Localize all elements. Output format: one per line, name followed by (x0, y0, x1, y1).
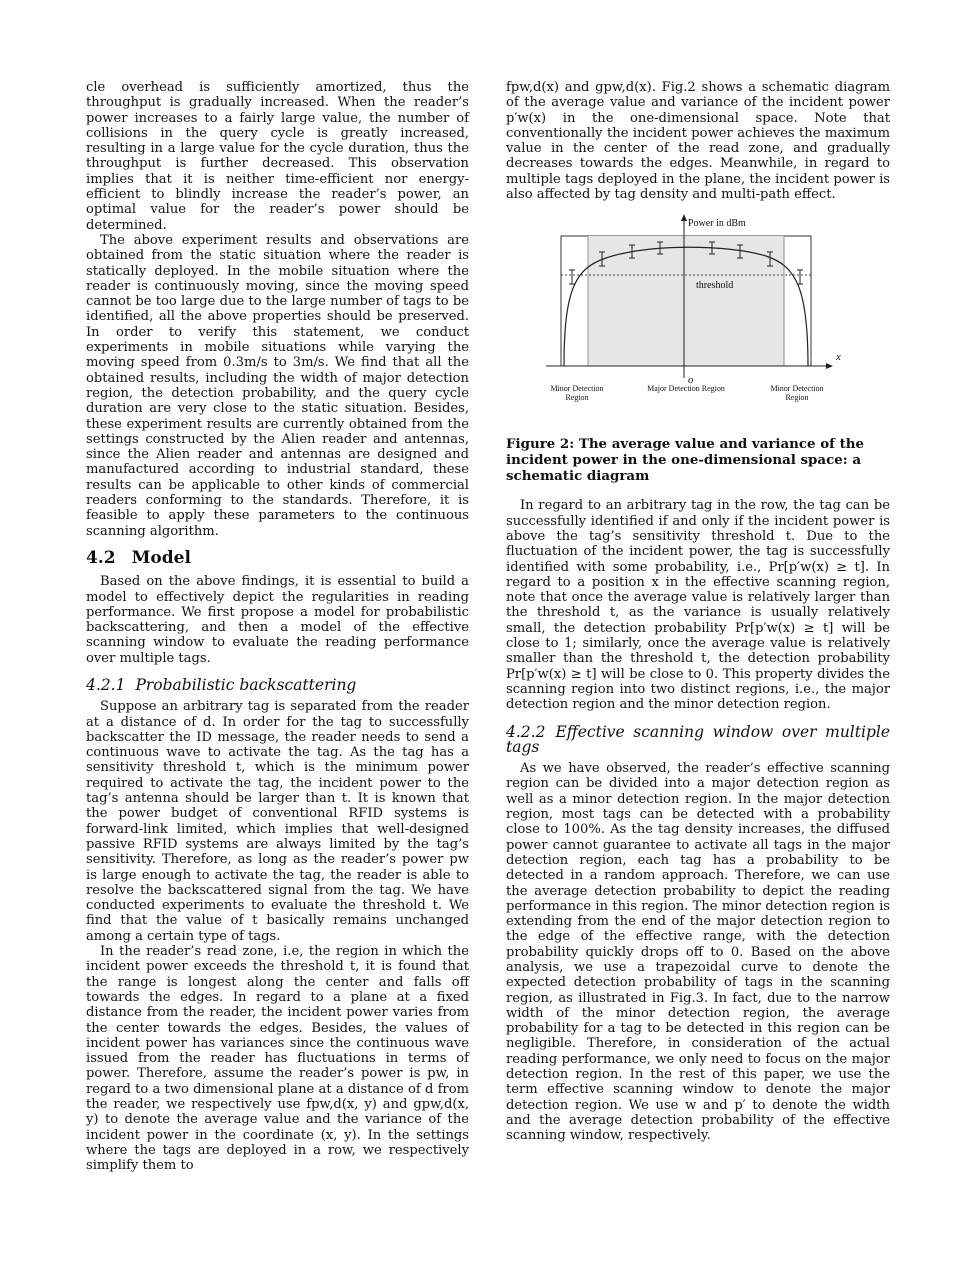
subsection-title: Probabilistic backscattering (135, 675, 357, 694)
left-column (86, 80, 469, 1173)
origin-label: o (688, 374, 694, 387)
x-axis-arrow (826, 363, 833, 369)
region-label-left: Minor Detection Region (550, 384, 604, 403)
section-title: Model (131, 547, 191, 568)
section-number: 4.2 (86, 547, 116, 568)
figure-caption: Figure 2: The average value and variance of the incident power in the one-dimensional space: a schematic diagram (506, 436, 865, 485)
threshold-label: threshold (696, 280, 734, 292)
subsection-heading (86, 675, 469, 694)
paragraph: Based on the above findings, it is essential to build a model to effectively depict the regularities in reading performance. We first propose a model for probabilistic backscattering, and then a model of the effective scanning window to evaluate the reading performance over multiple tags. (86, 574, 469, 666)
section-heading (86, 547, 469, 568)
subsection-number: 4.2.2 (506, 722, 546, 741)
right-column (506, 80, 890, 1144)
paragraph: cle overhead is sufficiently amortized, thus the throughput is gradually increased. When the reader’s power increases to a fairly large value, the number of collisions in the query cycle is greatly increased, resulting in a large value for the cycle duration, thus the throughput is further decreased. This observation implies that it is neither time-efficient nor energy-efficient to blindly increase the reader’s power, an optimal value for the reader’s power should be determined. (86, 80, 469, 233)
paragraph: As we have observed, the reader’s effective scanning region can be divided into a major detection region as well as a minor detection region. In the major detection region, most tags can be detected with a probability close to 100%. As the tag density increases, the diffused power cannot guarantee to activate all tags in the major detection region, each tag has a probability to be detected in a random approach. Therefore, we can use the average detection probability to depict the reading performance in this region. The minor detection region is extending from the end of the major detection region to the edge of the effective range, with the detection probability quickly drops off to 0. Based on the above analysis, we use a trapezoidal curve to denote the expected detection probability of tags in the scanning region, as illustrated in Fig.3. In fact, due to the narrow width of the minor detection region, the average probability for a tag to be detected in this region can be negligible. Therefore, in consideration of the actual reading performance, we only need to focus on the major detection region. In the rest of this paper, we use the term effective scanning window to denote the major detection region. We use w and p′ to denote the width and the average detection probability of the effective scanning window, respectively. (506, 761, 890, 1144)
subsection-number: 4.2.1 (86, 675, 126, 694)
paragraph: Suppose an arbitrary tag is separated from the reader at a distance of d. In order for the tag to successfully backscatter the ID message, the reader needs to send a continuous wave to activate the tag. As the tag has a sensitivity threshold t, which is the minimum power required to activate the tag, the incident power to the tag’s antenna should be larger than t. It is known that the power budget of conventional RFID systems is forward-link limited, which implies that well-designed passive RFID systems are always limited by the tag’s sensitivity. Therefore, as long as the reader’s power pw is large enough to activate the tag, the reader is able to resolve the backscattered signal from the tag. We have conducted experiments to evaluate the threshold t. We find that the value of t basically remains unchanged among a certain type of tags. (86, 699, 469, 944)
region-label-middle: Major Detection Region (647, 384, 725, 394)
figure-2-diagram (506, 208, 890, 398)
paragraph: The above experiment results and observations are obtained from the static situation where the reader is statically deployed. In the mobile situation where the reader is continuously moving, since the moving speed cannot be too large due to the large number of tags to be identified, all the above properties should be preserved. In order to verify this statement, we conduct experiments in mobile situations while varying the moving speed from 0.3m/s to 3m/s. We find that all the obtained results, including the width of major detection region, the detection probability, and the query cycle duration are very close to the static situation. Besides, these experiment results are currently obtained from the settings constructed by the Alien reader and antennas, since the Alien reader and antennas are designed and manufactured according to industrial standard, these results can be applicable to other kinds of commercial readers conforming to the standards. Therefore, it is feasible to apply these parameters to the continuous scanning algorithm. (86, 232, 469, 539)
y-axis-arrow (681, 214, 687, 221)
x-axis-label: x (836, 351, 841, 364)
subsection-title: Effective scanning window over multiple tags (506, 722, 890, 756)
paragraph: In regard to an arbitrary tag in the row, the tag can be successfully identified if and only if the incident power is above the tag’s sensitivity threshold t. Due to the fluctuation of the incident power, the tag is successfully identified with some probability, i.e., Pr[p′w(x) ≥ t]. In regard to a position x in the effective scanning region, note that once the average value is relatively larger than the threshold t, as the variance is usually relatively small, the detection probability Pr[p′w(x) ≥ t] will be close to 1; similarly, once the average value is relatively smaller than the threshold t, the detection probability Pr[p′w(x) ≥ t] will be close to 0. This property divides the scanning region into two distinct regions, i.e., the major detection region and the minor detection region. (506, 498, 890, 713)
y-axis-label: Power in dBm (688, 218, 746, 230)
paragraph: fpw,d(x) and gpw,d(x). Fig.2 shows a schematic diagram of the average value and variance of the incident power p′w(x) in the one-dimensional space. Note that conventionally the incident power achieves the maximum value in the center of the read zone, and gradually decreases towards the edges. Meanwhile, in regard to multiple tags deployed in the plane, the incident power is also affected by tag density and multi-path effect. (506, 80, 890, 203)
region-label-right: Minor Detection Region (770, 384, 824, 403)
subsection-heading (506, 722, 890, 756)
paragraph: In the reader’s read zone, i.e, the region in which the incident power exceeds the threshold t, it is found that the range is longest along the center and falls off towards the edges. In regard to a plane at a fixed distance from the reader, the incident power varies from the center towards the edges. Besides, the values of incident power has variances since the continuous wave issued from the reader has fluctuations in terms of power. Therefore, assume the reader’s power is pw, in regard to a two dimensional plane at a distance of d from the reader, we respectively use fpw,d(x, y) and gpw,d(x, y) to denote the average value and the variance of the incident power in the coordinate (x, y). In the settings where the tags are deployed in a row, we respectively simplify them to (86, 944, 469, 1174)
major-region-shade (588, 236, 784, 366)
figure-2 (506, 208, 890, 403)
